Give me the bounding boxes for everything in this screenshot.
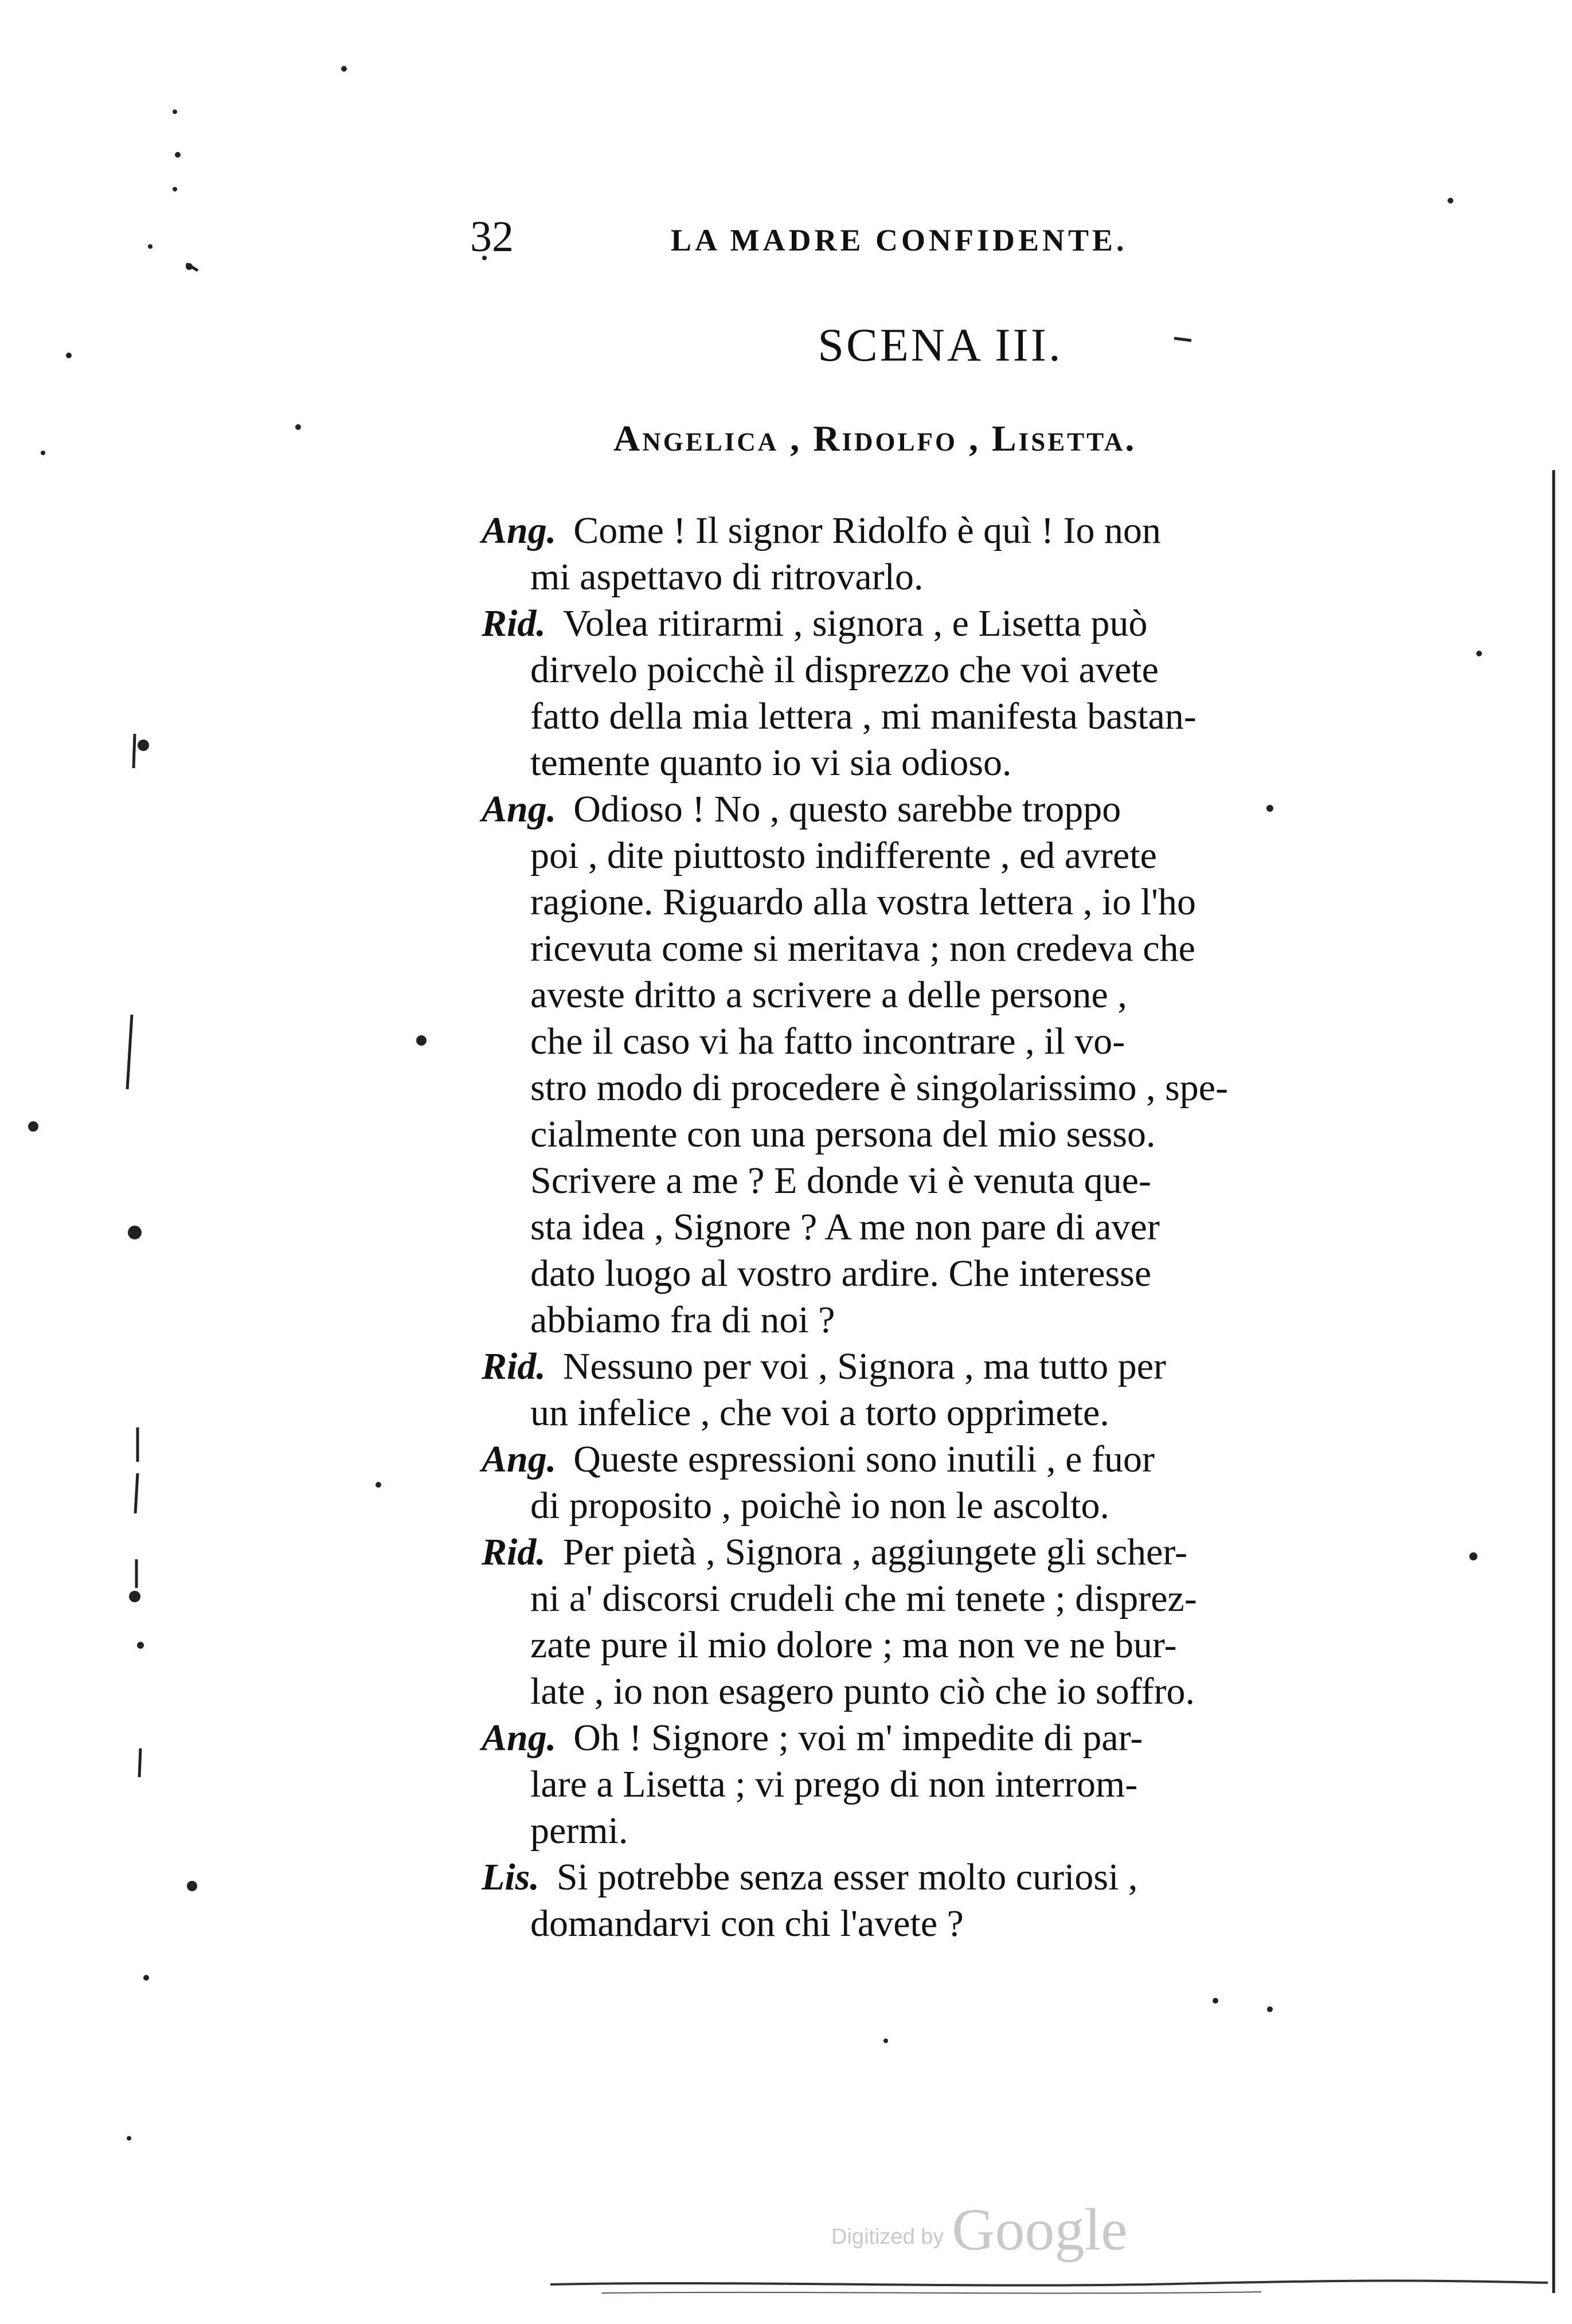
dialogue-text-span: Per pietà , Signora , aggiungete gli scher- xyxy=(562,1531,1188,1573)
dialogue-text-span: mi aspettavo di ritrovarlo. xyxy=(530,556,924,598)
dialogue-text-span: ni a' discorsi crudeli che mi tenete ; disprez- xyxy=(530,1578,1197,1619)
dialogue-text-span: temente quanto io vi sia odioso. xyxy=(530,742,1012,784)
dialogue-text-span: dato luogo al vostro ardire. Che interesse xyxy=(530,1253,1152,1294)
dialogue-text-span: lare a Lisetta ; vi prego di non interrom- xyxy=(530,1763,1138,1805)
dialogue-text-span: che il caso vi ha fatto incontrare , il vo- xyxy=(530,1020,1125,1062)
speaker-label: Ang. xyxy=(482,788,557,830)
speaker-label: Ang. xyxy=(482,1717,557,1759)
google-logo: Google xyxy=(952,2197,1128,2263)
scene-title: SCENA III. xyxy=(818,319,1063,371)
dialogue-text-span: ricevuta come si meritava ; non credeva che xyxy=(530,928,1195,969)
running-title: LA MADRE CONFIDENTE. xyxy=(671,223,1128,257)
dialogue-text-span: Si potrebbe senza esser molto curiosi , xyxy=(556,1856,1138,1898)
dialogue-text-span: dirvelo poicchè il disprezzo che voi avete xyxy=(530,649,1159,691)
dialogue-text-span: fatto della mia lettera , mi manifesta bastan- xyxy=(530,695,1196,737)
dialogue-text-span: permi. xyxy=(530,1810,628,1852)
dialogue-text-span: late , io non esagero punto ciò che io soffro. xyxy=(530,1670,1195,1712)
speaker-label: Ang. xyxy=(482,1438,557,1480)
dialogue-text-span: sta idea , Signore ? A me non pare di aver xyxy=(530,1206,1160,1248)
dialogue-text-span: aveste dritto a scrivere a delle persone , xyxy=(530,974,1127,1016)
dialogue-text-span: ragione. Riguardo alla vostra lettera , io l'ho xyxy=(530,881,1196,923)
scene-characters: Angelica , Ridolfo , Lisetta. xyxy=(613,418,1137,459)
dialogue-text-span: zate pure il mio dolore ; ma non ve ne bur- xyxy=(530,1624,1177,1666)
speaker-label: Lis. xyxy=(482,1856,539,1898)
page-number: 32 xyxy=(470,213,514,261)
dialogue-text-span: Odioso ! No , questo sarebbe troppo xyxy=(573,788,1121,830)
dialogue-text-span: Nessuno per voi , Signora , ma tutto per xyxy=(562,1345,1167,1387)
dialogue-text-span: Queste espressioni sono inutili , e fuor xyxy=(573,1438,1155,1480)
dialogue-text-span: poi , dite piuttosto indifferente , ed avrete xyxy=(530,835,1157,877)
speaker-label: Rid. xyxy=(482,1345,546,1387)
dialogue-text-span: Volea ritirarmi , signora , e Lisetta può xyxy=(562,602,1148,644)
dialogue-text-span: domandarvi con chi l'avete ? xyxy=(530,1903,964,1945)
speaker-label: Ang. xyxy=(482,510,557,551)
dialogue-text-span: abbiamo fra di noi ? xyxy=(530,1299,835,1341)
dialogue-text-span: cialmente con una persona del mio sesso. xyxy=(530,1113,1156,1155)
dialogue-text-span: Scrivere a me ? E donde vi è venuta que- xyxy=(530,1160,1152,1202)
dialogue-text-span: stro modo di procedere è singolarissimo , spe- xyxy=(530,1067,1229,1109)
speaker-label: Rid. xyxy=(482,602,546,644)
watermark-prefix: Digitized by xyxy=(831,2225,944,2249)
speaker-label: Rid. xyxy=(482,1531,546,1573)
dialogue-text-span: Come ! Il signor Ridolfo è quì ! Io non xyxy=(573,510,1161,551)
dialogue-text-span: Oh ! Signore ; voi m' impedite di par- xyxy=(573,1717,1143,1759)
dialogue-text-span: un infelice , che voi a torto opprimete. xyxy=(530,1392,1109,1434)
dialogue-text-span: di proposito , poichè io non le ascolto. xyxy=(530,1485,1110,1527)
